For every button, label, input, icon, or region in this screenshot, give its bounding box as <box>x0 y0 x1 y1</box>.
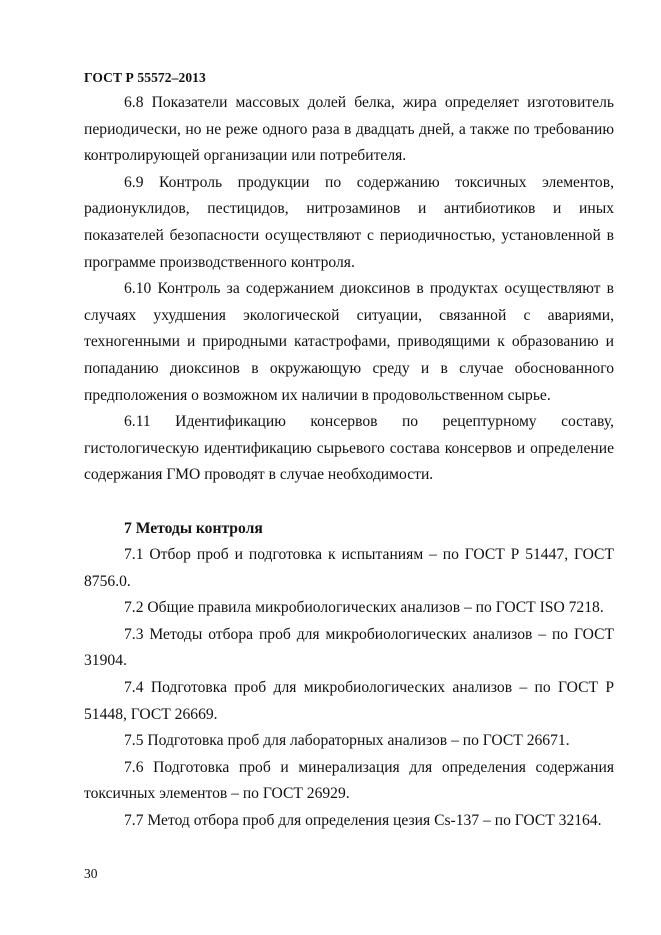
paragraph-7-3: 7.3 Методы отбора проб для микробиологических анализов – по ГОСТ 31904. <box>84 625 614 670</box>
document-page <box>84 0 614 935</box>
paragraph-7-7: 7.7 Метод отбора проб для определения цезия Cs-137 – по ГОСТ 32164. <box>124 812 602 830</box>
paragraph-7-6: 7.6 Подготовка проб и минерализация для определения содержания токсичных элементов – по ГОСТ 26929. <box>84 758 614 803</box>
paragraph-6-10: 6.10 Контроль за содержанием диоксинов в продуктах осуществляют в случаях ухудшения экологической ситуации, связанной с авариями, техногенными и природными катастрофами, приводящими к образованию и попаданию диоксинов в окружающую среду и в случае обоснованного предположения о возможном их наличии в продовольственном сырье. <box>84 280 614 404</box>
paragraph-6-9: 6.9 Контроль продукции по содержанию токсичных элементов, радионуклидов, пестицидов, нитрозаминов и антибиотиков и иных показателей безопасности осуществляют с периодичностью, установленной в программе производственного контроля. <box>84 173 614 271</box>
paragraph-7-5: 7.5 Подготовка проб для лабораторных анализов – по ГОСТ 26671. <box>124 732 570 750</box>
section-spacer <box>84 489 614 516</box>
paragraph-7-2: 7.2 Общие правила микробиологических анализов – по ГОСТ ISO 7218. <box>124 599 604 617</box>
paragraph-7-1: 7.1 Отбор проб и подготовка к испытаниям – по ГОСТ Р 51447, ГОСТ 8756.0. <box>84 546 614 590</box>
paragraph-7-4: 7.4 Подготовка проб для микробиологических анализов – по ГОСТ Р 51448, ГОСТ 26669. <box>84 679 614 723</box>
document-header-code: ГОСТ Р 55572–2013 <box>84 70 206 85</box>
document-body <box>84 90 614 835</box>
page-number: 30 <box>84 866 98 881</box>
paragraph-6-11: 6.11 Идентификацию консервов по рецептурному составу, гистологическую идентификацию сырьевого состава консервов и определение содержания ГМО проводят в случае необходимости. <box>84 413 614 484</box>
section-title: 7 Методы контроля <box>124 519 263 537</box>
paragraph-6-8: 6.8 Показатели массовых долей белка, жира определяет изготовитель периодически, но не реже одного раза в двадцать дней, а также по требованию контролирующей организации или потребителя. <box>84 94 614 165</box>
